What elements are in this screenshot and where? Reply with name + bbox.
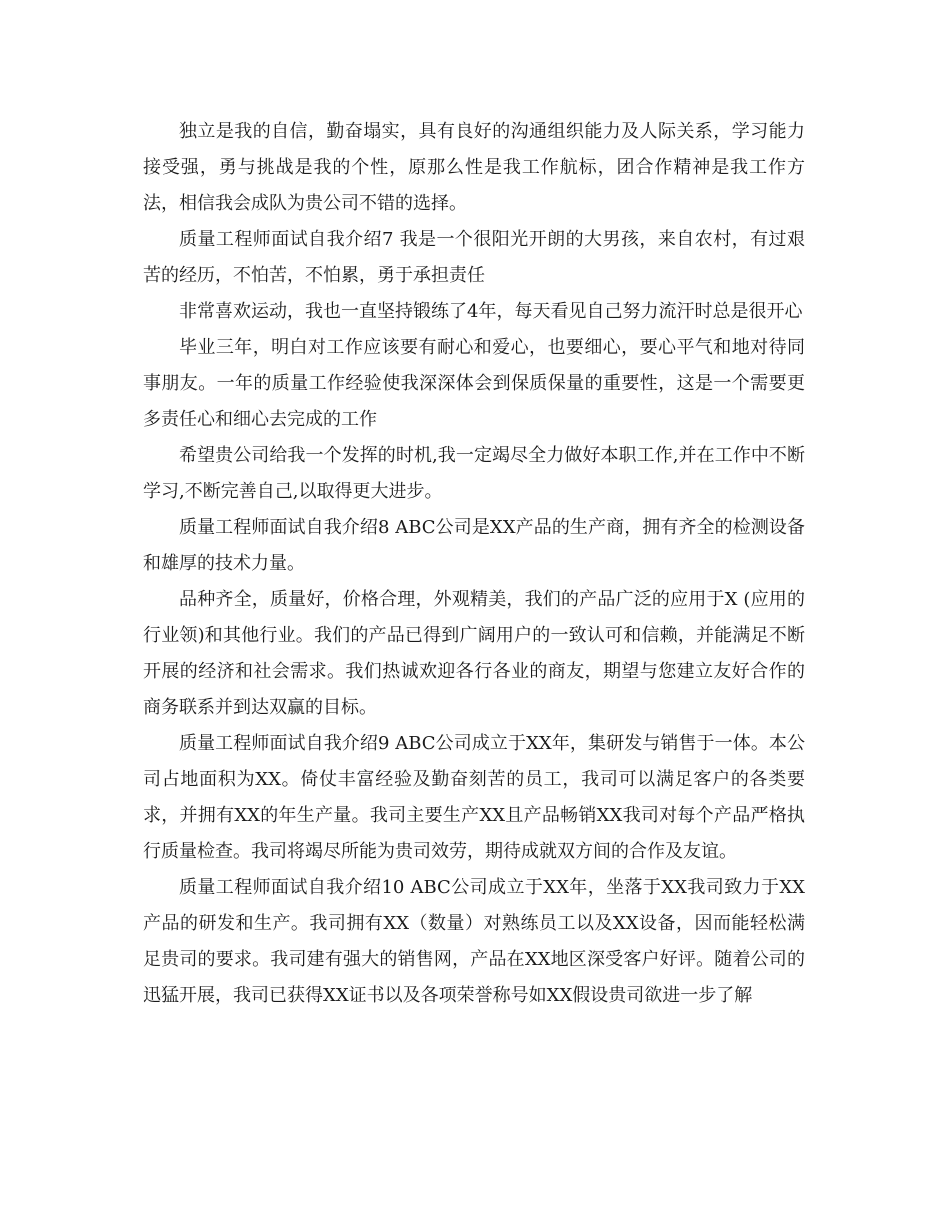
paragraph-8: 质量工程师面试自我介绍9 ABC公司成立于XX年，集研发与销售于一体。本公司占地面积为XX。倚仗丰富经验及勤奋刻苦的员工，我司可以满足客户的各类要求，并拥有XX的年生产量。我司主要生产XX且产品畅销XX我司对每个产品严格执行质量检查。我司将竭尽所能为贵司效劳，期待成就双方间的合作及友谊。 [143,733,805,862]
paragraph-2: 质量工程师面试自我介绍7 我是一个很阳光开朗的大男孩，来自农村，有过艰苦的经历，不怕苦，不怕累，勇于承担责任 [143,229,805,286]
paragraph-3: 非常喜欢运动，我也一直坚持锻练了4年，每天看见自己努力流汗时总是很开心 [179,301,803,322]
paragraph-1: 独立是我的自信，勤奋塌实，具有良好的沟通组织能力及人际关系，学习能力接受强，勇与挑战是我的个性，原那么性是我工作航标，团合作精神是我工作方法，相信我会成队为贵公司不错的选择。 [143,121,805,214]
paragraph-5: 希望贵公司给我一个发挥的时机,我一定竭尽全力做好本职工作,并在工作中不断学习,不断完善自己,以取得更大进步。 [143,445,805,502]
paragraph-7: 品种齐全，质量好，价格合理，外观精美，我们的产品广泛的应用于X (应用的行业领)和其他行业。我们的产品已得到广阔用户的一致认可和信赖，并能满足不断开展的经济和社会需求。我们热诚欢迎各行各业的商友，期望与您建立友好合作的商务联系并到达双赢的目标。 [143,589,805,718]
paragraph-6: 质量工程师面试自我介绍8 ABC公司是XX产品的生产商，拥有齐全的检测设备和雄厚的技术力量。 [143,517,805,574]
paragraph-9: 质量工程师面试自我介绍10 ABC公司成立于XX年，坐落于XX我司致力于XX产品的研发和生产。我司拥有XX（数量）对熟练员工以及XX设备，因而能轻松满足贵司的要求。我司建有强大的销售网，产品在XX地区深受客户好评。随着公司的迅猛开展，我司已获得XX证书以及各项荣誉称号如XX假设贵司欲进一步了解 [143,877,805,1006]
paragraph-4: 毕业三年，明白对工作应该要有耐心和爱心，也要细心，要心平气和地对待同事朋友。一年的质量工作经验使我深深体会到保质保量的重要性，这是一个需要更多责任心和细心去完成的工作 [143,337,805,430]
document-page [143,114,805,1014]
